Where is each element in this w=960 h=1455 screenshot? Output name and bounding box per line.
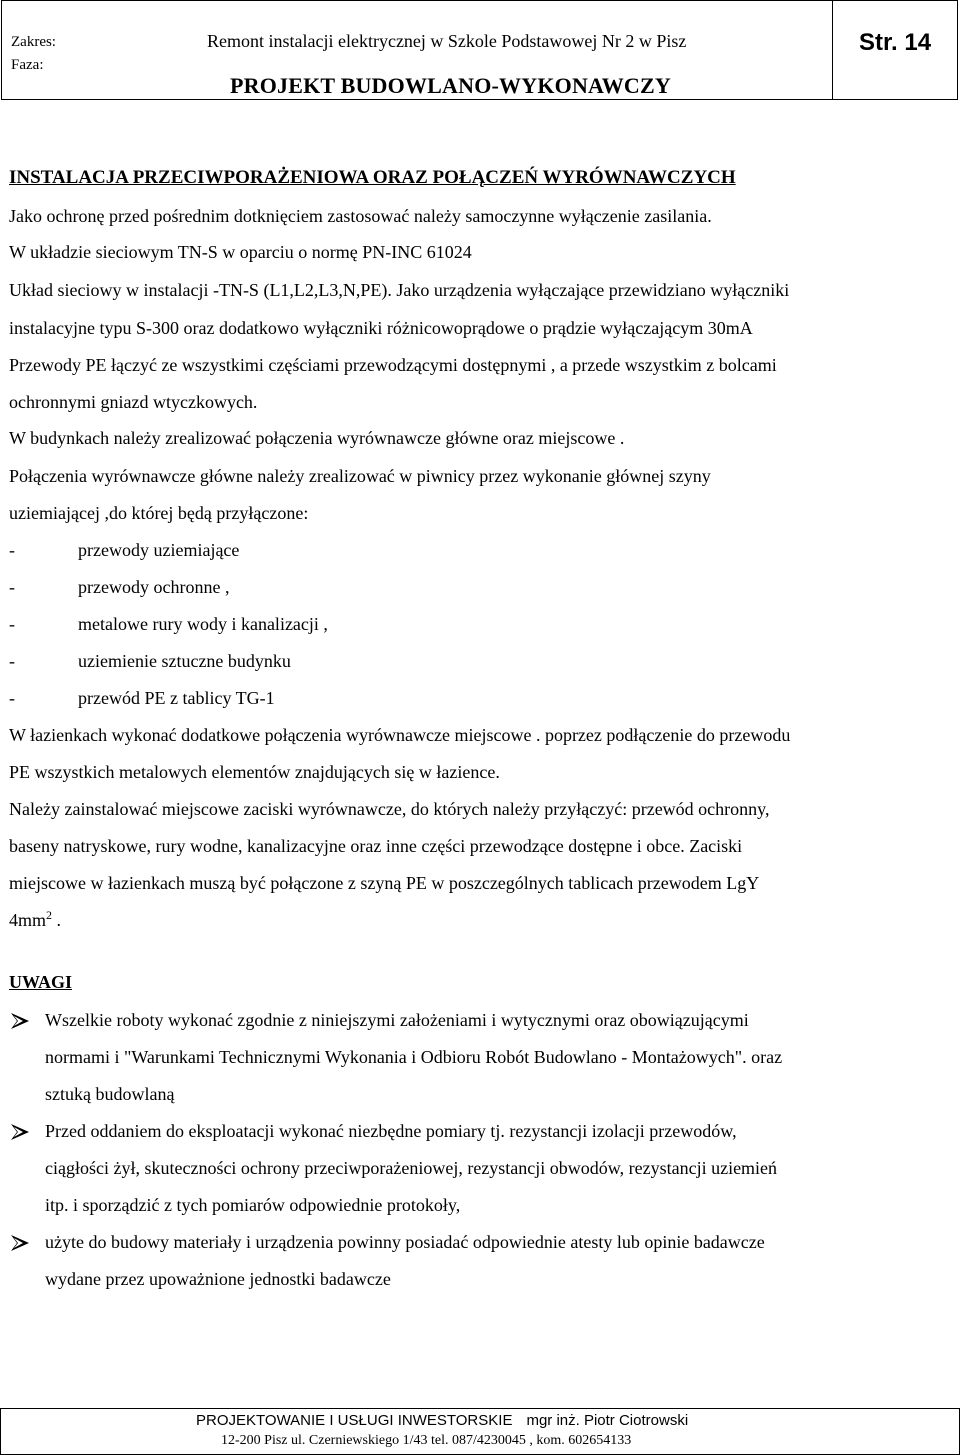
text-line: PE wszystkich metalowych elementów znajdujących się w łazience.	[9, 762, 500, 782]
bullet-line: użyte do budowy materiały i urządzenia powinny posiadać odpowiednie atesty lub opinie badawcze	[45, 1232, 765, 1252]
line-end: .	[52, 910, 62, 930]
text-line: Połączenia wyrównawcze główne należy zrealizować w piwnicy przez wykonanie głównej szyny	[9, 466, 711, 486]
unit-value: 4mm	[9, 910, 47, 930]
page-footer	[0, 1408, 960, 1455]
bullet-line: Wszelkie roboty wykonać zgodnie z niniejszymi założeniami i wytycznymi oraz obowiązującymi	[45, 1010, 749, 1030]
header-divider	[832, 1, 833, 99]
faza-label: Faza:	[11, 57, 44, 73]
bullet-line: itp. i sporządzić z tych pomiarów odpowiednie protokoły,	[45, 1195, 461, 1215]
footer-person: mgr inż. Piotr Ciotrowski	[526, 1412, 689, 1429]
dash-marker: -	[9, 688, 15, 708]
text-line: Jako ochronę przed pośrednim dotknięciem zastosować należy samoczynne wyłączenie zasilania.	[9, 206, 712, 226]
footer-line-1	[196, 1412, 688, 1429]
text-line-unit	[9, 910, 61, 931]
dash-item: przewody uziemiające	[78, 540, 240, 560]
dash-marker: -	[9, 540, 15, 560]
text-line: W łazienkach wykonać dodatkowe połączenia wyrównawcze miejscowe . poprzez podłączenie do przewodu	[9, 725, 791, 745]
page-number: Str. 14	[859, 29, 932, 56]
dash-marker: -	[9, 614, 15, 634]
text-line: W układzie sieciowym TN-S w oparciu o normę PN-INC 61024	[9, 242, 472, 262]
unit-superscript: 2	[46, 908, 53, 922]
phase-title: PROJEKT BUDOWLANO-WYKONAWCZY	[230, 73, 671, 98]
dash-marker: -	[9, 577, 15, 597]
text-line: ochronnymi gniazd wtyczkowych.	[9, 392, 258, 412]
dash-item: przewód PE z tablicy TG-1	[78, 688, 275, 708]
dash-item: metalowe rury wody i kanalizacji ,	[78, 614, 328, 634]
arrow-bullet-icon	[9, 1012, 31, 1030]
dash-item: uziemienie sztuczne budynku	[78, 651, 291, 671]
text-line: Przewody PE łączyć ze wszystkimi częściami przewodzącymi dostępnymi , a przede wszystkim z bolcami	[9, 355, 777, 375]
text-line: miejscowe w łazienkach muszą być połączone z szyną PE w poszczególnych tablicach przewodem LgY	[9, 873, 760, 893]
arrow-bullet-icon	[9, 1234, 31, 1252]
footer-company: PROJEKTOWANIE I USŁUGI INWESTORSKIE	[196, 1412, 513, 1429]
zakres-label: Zakres:	[11, 34, 56, 50]
footer-address: 12-200 Pisz ul. Czerniewskiego 1/43 tel. 087/4230045 , kom. 602654133	[221, 1433, 632, 1448]
text-line: instalacyjne typu S-300 oraz dodatkowo wyłączniki różnicowoprądowe o prądzie wyłączającym 30mA	[9, 318, 753, 338]
project-title: Remont instalacji elektrycznej w Szkole Podstawowej Nr 2 w Pisz	[207, 31, 687, 51]
bullet-line: ciągłości żył, skuteczności ochrony przeciwporażeniowej, rezystancji obwodów, rezystancji uziemień	[45, 1158, 778, 1178]
text-line: uziemiającej ,do której będą przyłączone:	[9, 503, 309, 523]
text-line: W budynkach należy zrealizować połączenia wyrównawcze główne oraz miejscowe .	[9, 428, 625, 448]
bullet-line: sztuką budowlaną	[45, 1084, 175, 1104]
bullet-line: wydane przez upoważnione jednostki badawcze	[45, 1269, 391, 1289]
page-header	[1, 0, 958, 100]
uwagi-title: UWAGI	[9, 972, 73, 992]
text-line: baseny natryskowe, rury wodne, kanalizacyjne oraz inne części przewodzące dostępne i obce. Zaciski	[9, 836, 743, 856]
section-title: INSTALACJA PRZECIWPORAŻENIOWA ORAZ POŁĄCZEŃ WYRÓWNAWCZYCH	[9, 167, 736, 188]
arrow-bullet-icon	[9, 1123, 31, 1141]
bullet-line: Przed oddaniem do eksploatacji wykonać niezbędne pomiary tj. rezystancji izolacji przewodów,	[45, 1121, 737, 1141]
dash-marker: -	[9, 651, 15, 671]
bullet-line: normami i "Warunkami Technicznymi Wykonania i Odbioru Robót Budowlano - Montażowych". oraz	[45, 1047, 783, 1067]
dash-item: przewody ochronne ,	[78, 577, 230, 597]
text-line: Należy zainstalować miejscowe zaciski wyrównawcze, do których należy przyłączyć: przewód ochronny,	[9, 799, 770, 819]
text-line: Układ sieciowy w instalacji -TN-S (L1,L2,L3,N,PE). Jako urządzenia wyłączające przewidziano wyłączniki	[9, 280, 790, 300]
